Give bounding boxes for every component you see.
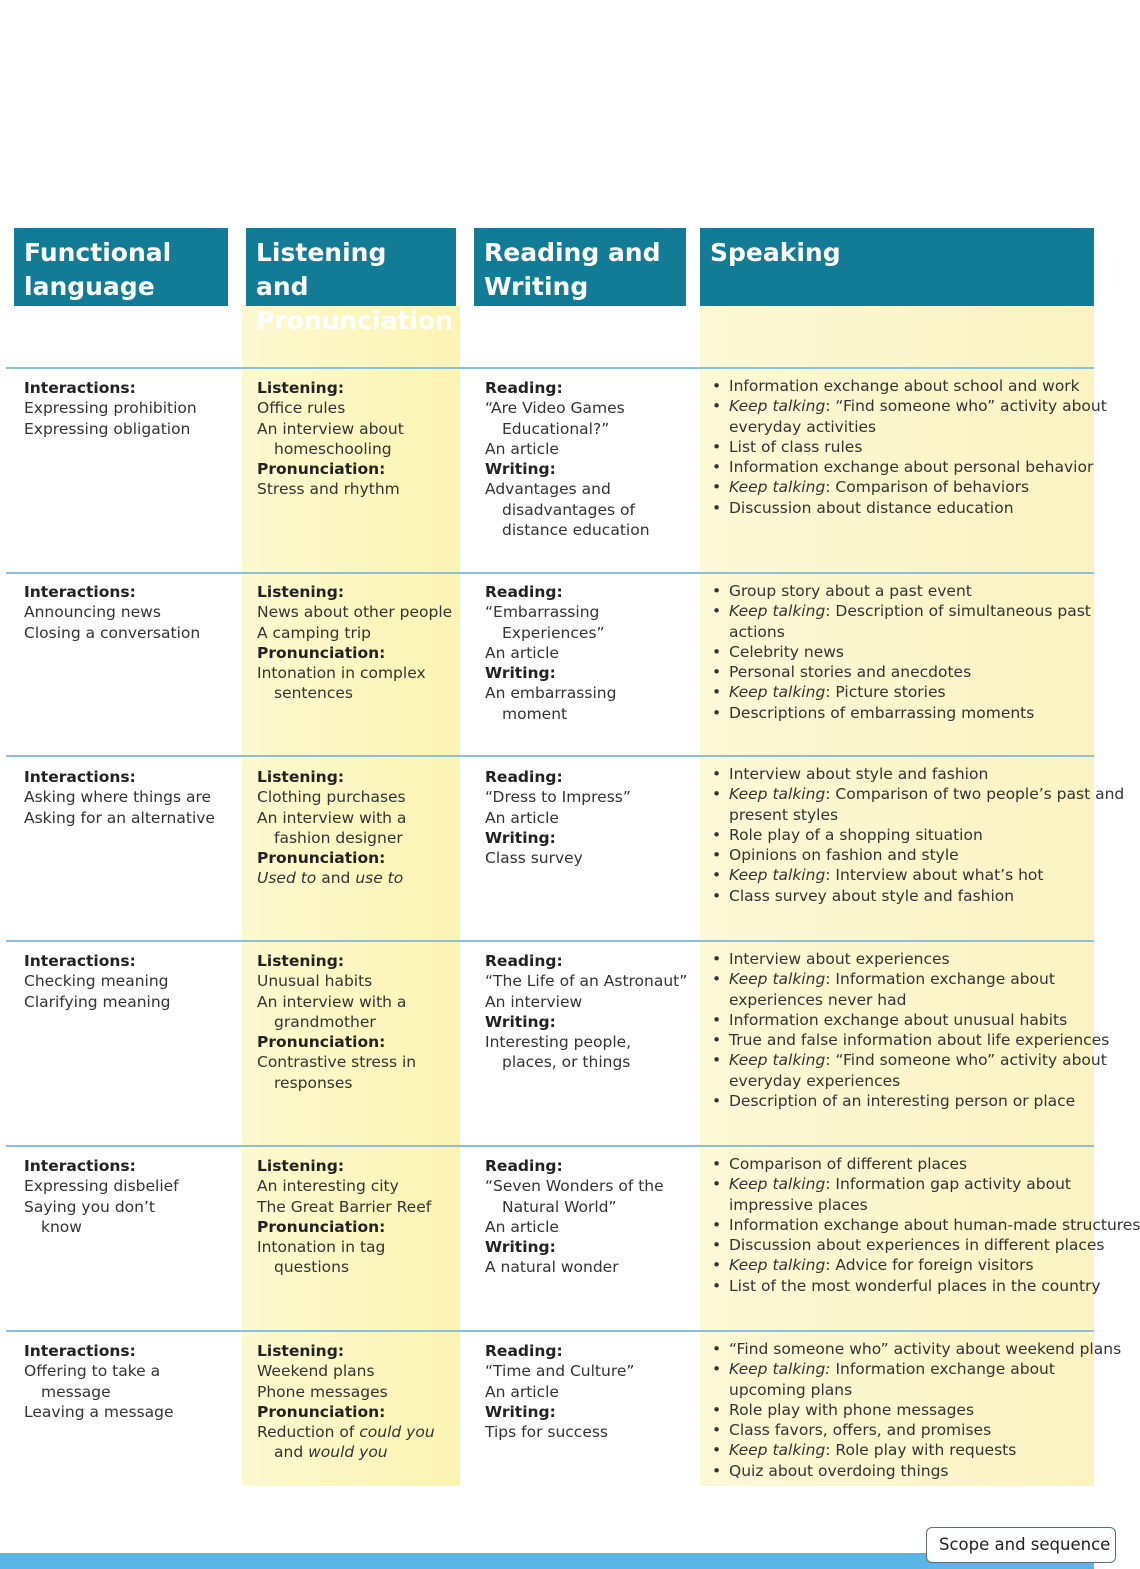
listening-label: Listening: <box>257 1342 345 1360</box>
speaking-item <box>712 682 1094 702</box>
speaking-item-text: : Information gap activity about <box>825 1175 1071 1194</box>
speaking-item <box>712 1276 1101 1296</box>
listening-item: Phone messages <box>257 1382 388 1401</box>
pronunciation-label: Pronunciation: <box>257 849 386 868</box>
speaking-item-text: Interview about style and fashion <box>729 765 989 783</box>
listening-item: Weekend plans <box>257 1362 375 1381</box>
pronunciation-item: Contrastive stress in <box>257 1053 417 1072</box>
row5-reading <box>485 1156 695 1278</box>
speaking-item <box>712 581 1094 601</box>
speaking-item <box>712 662 1094 682</box>
header-speaking-label: Speaking <box>710 238 841 267</box>
functional-item: message <box>41 1382 111 1401</box>
functional-item: Announcing news <box>24 603 161 622</box>
speaking-item-text: : “Find someone who” activity about <box>825 1051 1107 1070</box>
pronunciation-label: Pronunciation: <box>257 1402 386 1421</box>
listening-label: Listening: <box>257 768 345 786</box>
row2-listening <box>257 582 457 704</box>
row5-listening <box>257 1156 457 1278</box>
row3-listening <box>257 767 457 889</box>
reading-item: An interview <box>485 992 583 1011</box>
speaking-item-continuation: everyday activities <box>729 417 877 436</box>
interactions-label: Interactions: <box>24 1342 136 1360</box>
reading-item: An article <box>485 643 559 662</box>
speaking-item-text: Information exchange about <box>830 1360 1055 1379</box>
reading-item: “Embarrassing <box>485 603 600 622</box>
speaking-item-text: : Description of simultaneous past <box>825 602 1091 621</box>
row3-speaking <box>712 764 1125 906</box>
reading-item: “Are Video Games <box>485 399 625 418</box>
row6-listening <box>257 1341 457 1463</box>
speaking-item-text: : Advice for foreign visitors <box>825 1256 1034 1275</box>
functional-item: Saying you don’t <box>24 1197 155 1216</box>
speaking-item <box>712 1420 1094 1440</box>
speaking-item-text: Interview about experiences <box>729 950 950 968</box>
header-reading-writing <box>474 228 686 306</box>
speaking-item-text: Personal stories and anecdotes <box>729 663 972 682</box>
listening-item: News about other people <box>257 603 453 622</box>
speaking-item <box>712 1050 1107 1091</box>
speaking-item-continuation: impressive places <box>729 1195 868 1214</box>
listening-item: An interview with a <box>257 808 407 827</box>
scope-and-sequence-label: Scope and sequence <box>926 1527 1116 1563</box>
speaking-list <box>712 1339 1122 1481</box>
keep-talking-label: Keep talking <box>729 866 826 885</box>
speaking-item <box>712 764 1094 784</box>
row2-reading <box>485 582 695 724</box>
row4-reading <box>485 951 695 1073</box>
speaking-item-text: True and false information about life experiences <box>729 1031 1110 1050</box>
pronunciation-label: Pronunciation: <box>257 460 386 479</box>
speaking-item <box>712 601 1094 642</box>
interactions-label: Interactions: <box>24 1157 136 1175</box>
speaking-item <box>712 1255 1094 1275</box>
keep-talking-label: Keep talking <box>729 1441 826 1460</box>
reading-item: “Seven Wonders of the <box>485 1177 664 1196</box>
row1-functional <box>24 378 234 439</box>
speaking-item <box>712 825 1094 845</box>
row-divider <box>6 367 1094 369</box>
row1-speaking <box>712 376 1107 518</box>
listening-item: Clothing purchases <box>257 788 406 807</box>
speaking-item <box>712 949 1094 969</box>
speaking-item-text: Group story about a past event <box>729 582 972 600</box>
row6-reading <box>485 1341 695 1442</box>
row-divider <box>6 1145 1094 1147</box>
speaking-list <box>712 1154 1140 1296</box>
speaking-item <box>712 1010 1094 1030</box>
pronunciation-label: Pronunciation: <box>257 1217 386 1236</box>
row4-listening <box>257 951 457 1093</box>
listening-label: Listening: <box>257 583 345 601</box>
row-divider <box>6 755 1094 757</box>
speaking-item-continuation: experiences never had <box>729 990 907 1009</box>
speaking-list <box>712 949 1110 1111</box>
writing-label: Writing: <box>485 1238 556 1257</box>
writing-item: Tips for success <box>485 1423 609 1442</box>
header-functional-line1: Functional <box>24 238 172 267</box>
keep-talking-label: Keep talking <box>729 683 826 702</box>
speaking-item-text: Discussion about experiences in different places <box>729 1236 1105 1255</box>
reading-item: Experiences” <box>502 623 605 642</box>
row1-reading <box>485 378 695 540</box>
writing-item: Advantages and <box>485 480 611 499</box>
speaking-item <box>712 1359 1094 1400</box>
speaking-item-continuation: upcoming plans <box>729 1380 853 1399</box>
speaking-item-text: : Comparison of behaviors <box>825 478 1030 497</box>
functional-item: Asking where things are <box>24 788 212 807</box>
speaking-item <box>712 1091 1094 1111</box>
listening-label: Listening: <box>257 1157 345 1175</box>
header-listening-line1: Listening and <box>256 238 387 301</box>
speaking-item-text: Information exchange about school and work <box>729 377 1080 395</box>
pronunciation-item: questions <box>274 1258 350 1277</box>
speaking-item-text: : “Find someone who” activity about <box>825 397 1107 416</box>
pronunciation-italic-term: Used to <box>257 869 317 888</box>
speaking-item-text: : Interview about what’s hot <box>825 866 1044 885</box>
reading-item: “The Life of an Astronaut” <box>485 972 688 991</box>
reading-label: Reading: <box>485 1342 563 1360</box>
functional-item: know <box>41 1217 82 1236</box>
functional-item: Expressing disbelief <box>24 1177 179 1196</box>
speaking-item <box>712 437 1094 457</box>
row-divider <box>6 1330 1094 1332</box>
speaking-item <box>712 457 1094 477</box>
pronunciation-item <box>257 1442 457 1462</box>
speaking-item <box>712 1030 1110 1050</box>
speaking-item-continuation: actions <box>729 622 785 641</box>
speaking-item-continuation: everyday experiences <box>729 1071 901 1090</box>
writing-label: Writing: <box>485 1012 556 1031</box>
listening-label: Listening: <box>257 379 345 397</box>
speaking-item <box>712 1154 1094 1174</box>
listening-item: Office rules <box>257 399 346 418</box>
header-listening-pronunciation <box>246 228 456 335</box>
row4-functional <box>24 951 234 1012</box>
speaking-item-continuation: present styles <box>729 805 839 824</box>
pronunciation-italic-term: would you <box>308 1443 388 1462</box>
speaking-item-text: Class survey about style and fashion <box>729 886 1015 905</box>
functional-item: Expressing obligation <box>24 419 191 438</box>
reading-label: Reading: <box>485 379 563 397</box>
listening-item: homeschooling <box>274 439 392 458</box>
pronunciation-italic-term: use to <box>355 869 404 888</box>
speaking-item <box>712 477 1094 497</box>
speaking-item <box>712 784 1125 825</box>
speaking-item <box>712 396 1107 437</box>
reading-label: Reading: <box>485 583 563 601</box>
reading-item: An article <box>485 808 559 827</box>
pronunciation-item: responses <box>274 1073 353 1092</box>
row2-functional <box>24 582 234 643</box>
header-functional-language <box>14 228 228 306</box>
keep-talking-label: Keep talking <box>729 970 826 989</box>
writing-item: An embarrassing <box>485 684 617 703</box>
reading-item: An article <box>485 439 559 458</box>
header-speaking <box>700 228 1094 306</box>
speaking-item <box>712 1461 1094 1481</box>
speaking-item-text: Quiz about overdoing things <box>729 1461 949 1480</box>
row6-speaking <box>712 1339 1122 1481</box>
writing-label: Writing: <box>485 828 556 847</box>
writing-item: moment <box>502 704 568 723</box>
speaking-item-text: List of class rules <box>729 437 863 456</box>
listening-item: An interview about <box>257 419 404 438</box>
functional-item: Leaving a message <box>24 1402 174 1421</box>
speaking-item <box>712 1215 1140 1235</box>
header-listening-line2: Pronunciation <box>256 306 453 335</box>
header-reading-line1: Reading and <box>484 238 661 267</box>
writing-item: disadvantages of <box>502 500 635 519</box>
pronunciation-item: Intonation in tag <box>257 1238 386 1257</box>
header-reading-line2: Writing <box>484 272 589 301</box>
row2-speaking <box>712 581 1094 723</box>
row5-functional <box>24 1156 234 1237</box>
speaking-item-text: Role play with phone messages <box>729 1400 975 1419</box>
reading-item: An article <box>485 1382 559 1401</box>
reading-item: Natural World” <box>502 1197 617 1216</box>
reading-label: Reading: <box>485 1157 563 1175</box>
speaking-item <box>712 642 1094 662</box>
speaking-item-text: Celebrity news <box>729 642 845 661</box>
speaking-item <box>712 1174 1094 1215</box>
listening-label: Listening: <box>257 952 345 970</box>
speaking-item-text: “Find someone who” activity about weekend plans <box>729 1340 1122 1358</box>
header-functional-line2: language <box>24 272 155 301</box>
listening-item: The Great Barrier Reef <box>257 1197 432 1216</box>
speaking-item-text: : Comparison of two people’s past and <box>825 785 1125 804</box>
functional-item: Expressing prohibition <box>24 399 197 418</box>
speaking-item <box>712 886 1094 906</box>
row-divider <box>6 940 1094 942</box>
listening-item: Unusual habits <box>257 972 373 991</box>
pronunciation-item: Stress and rhythm <box>257 480 400 499</box>
row6-functional <box>24 1341 234 1422</box>
speaking-list <box>712 764 1125 906</box>
speaking-item-text: Discussion about distance education <box>729 498 1014 517</box>
speaking-item-text: Class favors, offers, and promises <box>729 1421 992 1440</box>
writing-item: Class survey <box>485 849 583 868</box>
listening-item: A camping trip <box>257 623 371 642</box>
keep-talking-label: Keep talking <box>729 478 826 497</box>
speaking-item-text: Descriptions of embarrassing moments <box>729 703 1035 722</box>
speaking-item <box>712 845 1094 865</box>
speaking-item <box>712 969 1094 1010</box>
speaking-item-text: Role play of a shopping situation <box>729 825 983 844</box>
speaking-item <box>712 865 1094 885</box>
interactions-label: Interactions: <box>24 583 136 601</box>
pronunciation-item: sentences <box>274 684 354 703</box>
speaking-item-text: : Picture stories <box>825 683 946 702</box>
listening-item: An interview with a <box>257 992 407 1011</box>
row4-speaking <box>712 949 1110 1111</box>
keep-talking-label: Keep talking <box>729 602 826 621</box>
interactions-label: Interactions: <box>24 952 136 970</box>
writing-label: Writing: <box>485 460 556 479</box>
row5-speaking <box>712 1154 1140 1296</box>
row-divider <box>6 572 1094 574</box>
keep-talking-label: Keep talking <box>729 1175 826 1194</box>
speaking-item-text: : Information exchange about <box>825 970 1055 989</box>
speaking-item-text: List of the most wonderful places in the country <box>729 1276 1101 1295</box>
pronunciation-italic-term: could you <box>359 1423 435 1442</box>
keep-talking-label: Keep talking <box>729 397 826 416</box>
pronunciation-item: Intonation in complex <box>257 664 426 683</box>
speaking-item <box>712 1440 1094 1460</box>
writing-item: Interesting people, <box>485 1033 632 1052</box>
writing-label: Writing: <box>485 1402 556 1421</box>
reading-label: Reading: <box>485 952 563 970</box>
speaking-list <box>712 581 1094 723</box>
speaking-item <box>712 1339 1122 1359</box>
pronunciation-item <box>257 868 457 888</box>
speaking-item-text: : Role play with requests <box>825 1441 1017 1460</box>
reading-item: “Dress to Impress” <box>485 788 631 807</box>
pronunciation-label: Pronunciation: <box>257 1033 386 1052</box>
keep-talking-colon: : <box>825 1360 831 1379</box>
speaking-item <box>712 1235 1105 1255</box>
pronunciation-connector: and <box>316 869 356 888</box>
keep-talking-label: Keep talking <box>729 785 826 804</box>
functional-item: Offering to take a <box>24 1362 161 1381</box>
pronunciation-text: Reduction of <box>257 1423 360 1442</box>
speaking-item <box>712 376 1094 396</box>
keep-talking-label: Keep talking <box>729 1051 826 1070</box>
functional-item: Clarifying meaning <box>24 992 171 1011</box>
speaking-item-text: Opinions on fashion and style <box>729 846 959 865</box>
reading-item: Educational?” <box>502 419 610 438</box>
pronunciation-label: Pronunciation: <box>257 643 386 662</box>
speaking-item-text: Information exchange about unusual habits <box>729 1010 1068 1029</box>
speaking-item <box>712 498 1094 518</box>
speaking-item-text: Information exchange about human-made structures <box>729 1215 1140 1234</box>
row1-listening <box>257 378 457 500</box>
listening-item: fashion designer <box>274 828 403 847</box>
functional-item: Closing a conversation <box>24 623 201 642</box>
interactions-label: Interactions: <box>24 768 136 786</box>
row3-functional <box>24 767 234 828</box>
speaking-item-text: Information exchange about personal behavior <box>729 458 1094 477</box>
interactions-label: Interactions: <box>24 379 136 397</box>
speaking-item <box>712 1400 1094 1420</box>
reading-label: Reading: <box>485 768 563 786</box>
functional-item: Checking meaning <box>24 972 169 991</box>
reading-item: An article <box>485 1217 559 1236</box>
listening-item: An interesting city <box>257 1177 399 1196</box>
pronunciation-item <box>257 1422 457 1442</box>
reading-item: “Time and Culture” <box>485 1362 635 1381</box>
writing-item: distance education <box>502 521 650 540</box>
speaking-item-text: Description of an interesting person or place <box>729 1092 1076 1111</box>
keep-talking-label: Keep talking <box>729 1360 826 1379</box>
functional-item: Asking for an alternative <box>24 808 215 827</box>
writing-item: A natural wonder <box>485 1258 619 1277</box>
speaking-item-text: Comparison of different places <box>729 1155 968 1173</box>
row3-reading <box>485 767 695 868</box>
speaking-item <box>712 703 1094 723</box>
writing-label: Writing: <box>485 664 556 683</box>
pronunciation-connector: and <box>274 1443 309 1462</box>
keep-talking-label: Keep talking <box>729 1256 826 1275</box>
writing-item: places, or things <box>502 1053 631 1072</box>
speaking-list <box>712 376 1107 518</box>
listening-item: grandmother <box>274 1012 376 1031</box>
